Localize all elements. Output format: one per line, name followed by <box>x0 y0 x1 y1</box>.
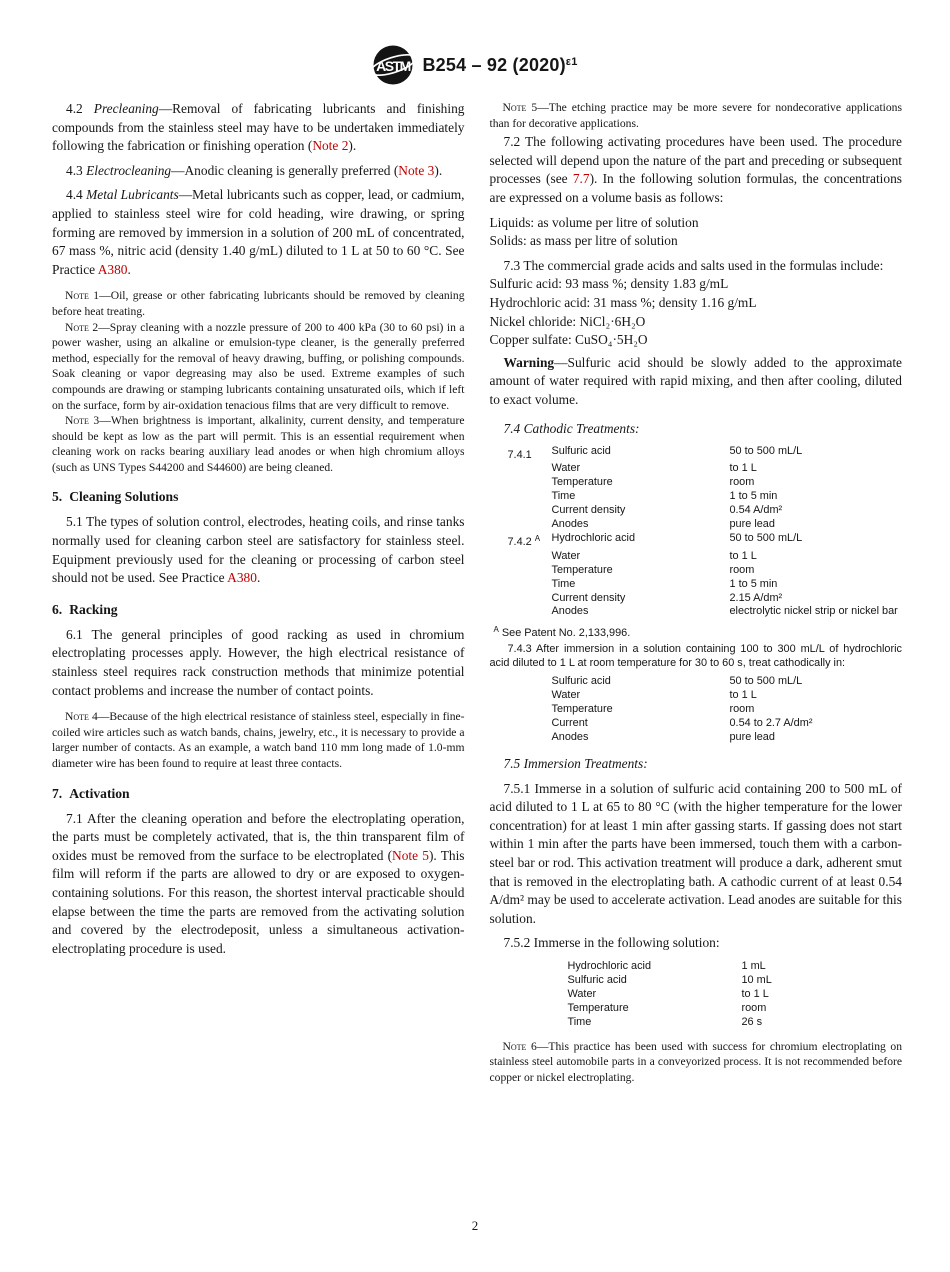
table-row: Water to 1 L <box>551 549 757 562</box>
immersion-solution-table <box>490 960 903 1030</box>
table-row: Temperature room <box>567 1001 767 1014</box>
note-4: Note 4—Because of the high electrical resistance of stainless steel, especially in fine-coiled wire articles such as watch bands, chains, jewelry, etc., it is necessary to provide a larger number of contacts. As an example, a watch band 110 mm long made of 1.0-mm diameter wire has been found to require at least three contacts. <box>52 710 465 770</box>
paragraph-4-3: 4.3 Electrocleaning—Anodic cleaning is generally preferred (Note 3). <box>66 162 443 178</box>
cathodic-treatments-table <box>490 445 903 620</box>
term-precleaning: Precleaning <box>93 101 159 116</box>
standard-designation <box>422 55 577 76</box>
two-column-layout <box>0 86 950 1087</box>
ref-7-7[interactable]: 7.7 <box>572 171 590 187</box>
document-header <box>0 44 950 86</box>
table-row: Temperature room <box>551 702 755 715</box>
paragraph-5-1: 5.1 The types of solution control, electrodes, heating coils, and rinse tanks normally used for cleaning carbon steel are satisfactory for stainless steel. Equipment previously used for the cleaning or processing of carbon steel should not be used. See Practice A380. <box>52 514 465 586</box>
table-row: Time 26 s <box>567 1015 763 1028</box>
table-row: Current density 2.15 A/dm² <box>551 591 783 604</box>
table-row: Temperature room <box>551 563 755 576</box>
right-column <box>490 100 903 1087</box>
table-row: Water to 1 L <box>567 987 769 1000</box>
paragraph-4-4: 4.4 Metal Lubricants—Metal lubricants such as copper, lead, or cadmium, applied to stainless steel wire for cold heading, wire drawing, or spring forming are removed by immersion in a solution of 200 mL of concentrated, 67 mass %, nitric acid (density 1.40 g/mL) diluted to 1 L at 50 to 60 °C. See Practice A380. <box>52 187 465 277</box>
paragraph-7-2: 7.2 The following activating procedures have been used. The procedure selected will depend upon the nature of the part and preceding or subsequent processes (see 7.7). In the following solution formulas, the concentrations are expressed on a volume basis as follows: <box>489 134 902 205</box>
table-row: Anodes pure lead <box>551 518 775 531</box>
table-row: Sulfuric acid 10 mL <box>567 973 772 986</box>
term-electrocleaning: Electrocleaning <box>86 162 172 178</box>
ref-practice-a380[interactable]: A380 <box>97 261 128 277</box>
table-row: Anodes pure lead <box>551 730 775 743</box>
table-row: 7.4.2 $^A$ Hydrochloric acid 50 to 500 mL/L <box>507 531 803 548</box>
table-row: Current 0.54 to 2.7 A/dm² <box>551 716 813 729</box>
table-row: Water to 1 L <box>551 689 757 701</box>
paragraph-6-1: 6.1 The general principles of good racking as used in chromium electroplating processes apply. However, the high electrical resistance of stainless steel requires rack construction methods that minimize potential contact problems and increase the number of contact points. <box>52 626 465 698</box>
table-row: Current density 0.54 A/dm² <box>551 504 783 517</box>
left-column <box>52 100 465 1087</box>
warning-label: Warning <box>503 354 555 370</box>
note-1: Note 1—Oil, grease or other fabricating lubricants should be removed by cleaning before heat treating. <box>52 289 465 318</box>
chemical-line-nickel-chloride: Nickel chloride: NiCl₂·6H₂O <box>489 313 646 329</box>
table-row: Time 1 to 5 min <box>551 490 778 503</box>
paragraph-7-3: 7.3 The commercial grade acids and salts used in the formulas include: <box>503 257 884 273</box>
table-row: Hydrochloric acid 1 mL <box>567 959 766 972</box>
ref-note-3[interactable]: Note 3 <box>398 162 435 178</box>
designation-superscript: ε1 <box>565 55 578 68</box>
section-heading-6: 6. Racking <box>52 601 118 617</box>
table-row: Sulfuric acid 50 to 500 mL/L <box>551 675 803 688</box>
page-number: 2 <box>471 1218 479 1233</box>
paragraph-7-5-2: 7.5.2 Immerse in the following solution: <box>503 935 720 951</box>
section-heading-7: 7. Activation <box>52 785 130 801</box>
chemical-line-sulfuric: Sulfuric acid: 93 mass %; density 1.83 g/mL <box>489 276 729 292</box>
paragraph-4-2: 4.2 Precleaning—Removal of fabricating lubricants and finishing compounds from the stainless steel may have to be undertaken immediately following the fabrication or finishing operation (Note 2). <box>52 101 465 154</box>
note-2: Note 2—Spray cleaning with a nozzle pressure of 200 to 400 kPa (30 to 60 psi) in a power washer, using an alkaline or emulsion-type cleaner, is the generally preferred method, especially for the removal of heavy drawing, buffing, or polishing compounds. Soak cleaning or vapor degreasing may also be used. Extreme examples of such compounds are drawing or stamping lubricants containing unsaturated oils, which if left on the surface, form by air-oxidation tenacious films that are very difficult to remove. <box>52 320 465 412</box>
formula-basis-solids: Solids: as mass per litre of solution <box>489 233 678 249</box>
astm-logo-text: ASTM <box>376 58 411 74</box>
table-footnote-patent: $^A$ See Patent No. 2,133,996. <box>493 625 631 640</box>
table-row: 7.4.1 Sulfuric acid 50 to 500 mL/L <box>507 444 803 461</box>
ref-note-2[interactable]: Note 2 <box>312 138 349 154</box>
cathodic-treatment-743-table <box>490 675 903 745</box>
note-5-block <box>490 100 903 131</box>
warning-paragraph: Warning—Sulfuric acid should be slowly added to the approximate amount of water required with rapid mixing, and then after cooling, diluted to exact volume. <box>489 354 902 407</box>
heading-7-5: 7.5 Immersion Treatments: <box>503 755 648 771</box>
note-3: Note 3—When brightness is important, alkalinity, current density, and temperature should be kept as low as the part will permit. This is an essential requirement when cleaning work on racks bearing auxiliary lead anodes or when high chromium alloys (such as UNS Types S44200 and S44600) are being cleaned. <box>52 414 465 474</box>
formula-basis-liquids: Liquids: as volume per litre of solution <box>489 214 699 230</box>
note-6: Note 6—This practice has been used with success for chromium electroplating on stainless steel automobile parts in a conveyorized process. It is not recommended before copper or nickel electroplating. <box>489 1039 902 1084</box>
table-row: Anodes electrolytic nickel strip or nickel bar <box>551 605 898 618</box>
term-metal-lubricants: Metal Lubricants <box>86 187 179 203</box>
table-row: Time 1 to 5 min <box>551 577 778 590</box>
section-heading-5: 5. Cleaning Solutions <box>52 489 179 505</box>
chemical-line-copper-sulfate: Copper sulfate: CuSO₄·5H₂O <box>489 332 648 348</box>
note-5: Note 5—The etching practice may be more severe for nondecorative applications than for decorative applications. <box>489 101 902 130</box>
ref-practice-a380[interactable]: A380 <box>227 570 257 586</box>
heading-7-4: 7.4 Cathodic Treatments: <box>503 420 640 436</box>
table-row: Water to 1 L <box>551 462 757 475</box>
note-4-block <box>52 709 465 771</box>
note-6-block <box>490 1039 903 1086</box>
paragraph-7-4-3: 7.4.3 After immersion in a solution containing 100 to 300 mL/L of hydrochloric acid diluted to 1 L at room temperature for 30 to 60 s, treat cathodically in: <box>489 643 902 670</box>
table-row: Temperature room <box>551 476 755 489</box>
ref-note-5[interactable]: Note 5 <box>392 847 429 863</box>
chemical-line-hydrochloric: Hydrochloric acid: 31 mass %; density 1.16 g/mL <box>489 294 757 310</box>
astm-logo-icon <box>372 44 414 86</box>
paragraph-7-5-1: 7.5.1 Immerse in a solution of sulfuric acid containing 200 to 500 mL of acid diluted to 1 L at 65 to 80 °C (with the higher temperature for the lower concentration) for at least 1 min after gassing starts. If gassing does not start within 1 min after the parts have been immersed, touch them with a carbon-steel bar or rod. This activation treatment will produce a dark, adherent smut that is removed in the electroplating bath. A cathodic current of at least 0.54 A/dm² may be used to accelerate activation. Lead anodes are suitable for this solution. <box>489 780 902 926</box>
designation-text: B254 – 92 (2020) <box>422 54 566 75</box>
paragraph-7-1: 7.1 After the cleaning operation and before the electroplating operation, the parts must be completely activated, that is, the thin transparent film of oxides must be removed from the surface to be electroplated (Note 5). This film will reform if the parts are allowed to dry or are exposed to oxygen-containing solutions. For this reason, the shortest interval practicable should elapse between the time the parts are removed from the activating solution and covered by the electrodeposit, unless a simultaneous activation-electroplating procedure is used. <box>52 810 465 956</box>
notes-1-to-3 <box>52 288 465 475</box>
